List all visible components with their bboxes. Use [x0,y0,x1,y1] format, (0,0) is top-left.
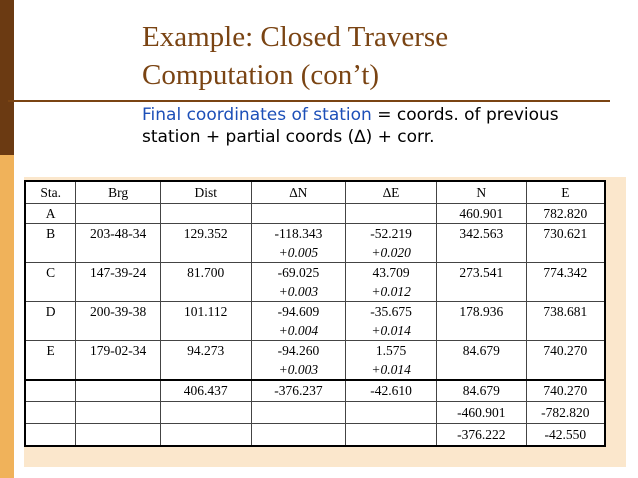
body-text-rest: = coords. of previous station + partial coords (∆) + corr. [142,105,559,147]
table-row [25,224,605,263]
cell-brg: 179-02-34 [76,341,161,381]
header-sta: Sta. [25,181,76,204]
cell-sta: C [25,263,76,302]
empty-cell [346,424,437,447]
empty-cell [25,402,76,424]
result-e: -42.550 [526,424,605,447]
empty-cell [251,424,346,447]
summary-sta [25,380,76,402]
subtract-n: -460.901 [436,402,526,424]
cell-n: 342.563 [436,224,526,263]
cell-n: 460.901 [436,204,526,224]
table-row [25,263,605,302]
empty-cell [346,402,437,424]
cell-brg: 200-39-38 [76,302,161,341]
cell-dist: 81.700 [160,263,251,302]
table-row [25,341,605,381]
slide-title-line2: Computation (con’t) [142,59,380,91]
sidebar-light-band [0,155,14,478]
cell-brg: 203-48-34 [76,224,161,263]
cell-delta-n [251,341,346,381]
delta-e-value: -52.219 [370,226,412,241]
delta-e-value: 1.575 [375,343,407,358]
cell-brg [76,204,161,224]
empty-cell [76,424,161,447]
cell-dist [160,204,251,224]
header-row [25,181,605,204]
traverse-table [24,180,606,447]
subtract-row [25,402,605,424]
delta-n-correction: +0.003 [278,362,319,377]
cell-sta: E [25,341,76,381]
header-e: E [526,181,605,204]
header-n: N [436,181,526,204]
summary-row [25,380,605,402]
decorative-sidebar [0,0,14,478]
summary-e: 740.270 [526,380,605,402]
cell-dist: 129.352 [160,224,251,263]
delta-n-correction: +0.005 [278,245,319,260]
cell-n: 273.541 [436,263,526,302]
cell-delta-e [346,302,437,341]
cell-sta: D [25,302,76,341]
empty-cell [160,424,251,447]
delta-n-correction: +0.003 [278,284,319,299]
empty-cell [251,402,346,424]
cell-dist: 94.273 [160,341,251,381]
header-dist: Dist [160,181,251,204]
cell-delta-n [251,224,346,263]
header-delta-n: ∆N [251,181,346,204]
summary-delta-e: -42.610 [346,380,437,402]
slide-title-line1: Example: Closed Traverse [142,21,449,53]
cell-e: 730.621 [526,224,605,263]
delta-n-value: -94.609 [277,304,320,319]
delta-n-correction: +0.004 [278,323,319,338]
title-divider [8,100,610,102]
cell-delta-e [346,263,437,302]
cell-delta-n [251,263,346,302]
header-brg: Brg [76,181,161,204]
delta-e-correction: +0.014 [371,362,411,377]
delta-e-correction: +0.020 [371,245,411,260]
cell-e: 738.681 [526,302,605,341]
delta-n-value: -118.343 [274,226,323,241]
table-row [25,204,605,224]
empty-cell [76,402,161,424]
cell-delta-n [251,302,346,341]
subtract-e: -782.820 [526,402,605,424]
summary-n: 84.679 [436,380,526,402]
sidebar-dark-band [0,0,14,155]
cell-delta-n [251,204,346,224]
slide-title [142,18,448,94]
cell-delta-e [346,341,437,381]
cell-brg: 147-39-24 [76,263,161,302]
delta-e-value: -35.675 [370,304,412,319]
result-n: -376.222 [436,424,526,447]
summary-brg [76,380,161,402]
summary-dist: 406.437 [160,380,251,402]
table-row [25,302,605,341]
delta-e-correction: +0.014 [371,323,411,338]
delta-n-value: -94.260 [277,343,320,358]
delta-e-value: 43.709 [372,265,410,280]
slide-body-text [142,104,592,148]
delta-n-value: -69.025 [277,265,320,280]
summary-delta-n: -376.237 [251,380,346,402]
cell-dist: 101.112 [160,302,251,341]
cell-delta-e [346,204,437,224]
header-delta-e: ∆E [346,181,437,204]
result-row [25,424,605,447]
cell-sta: B [25,224,76,263]
cell-delta-e [346,224,437,263]
cell-e: 774.342 [526,263,605,302]
cell-n: 178.936 [436,302,526,341]
cell-n: 84.679 [436,341,526,381]
empty-cell [160,402,251,424]
cell-sta: A [25,204,76,224]
cell-e: 740.270 [526,341,605,381]
highlight-text: Final coordinates of station [142,105,372,125]
delta-e-correction: +0.012 [371,284,411,299]
empty-cell [25,424,76,447]
cell-e: 782.820 [526,204,605,224]
